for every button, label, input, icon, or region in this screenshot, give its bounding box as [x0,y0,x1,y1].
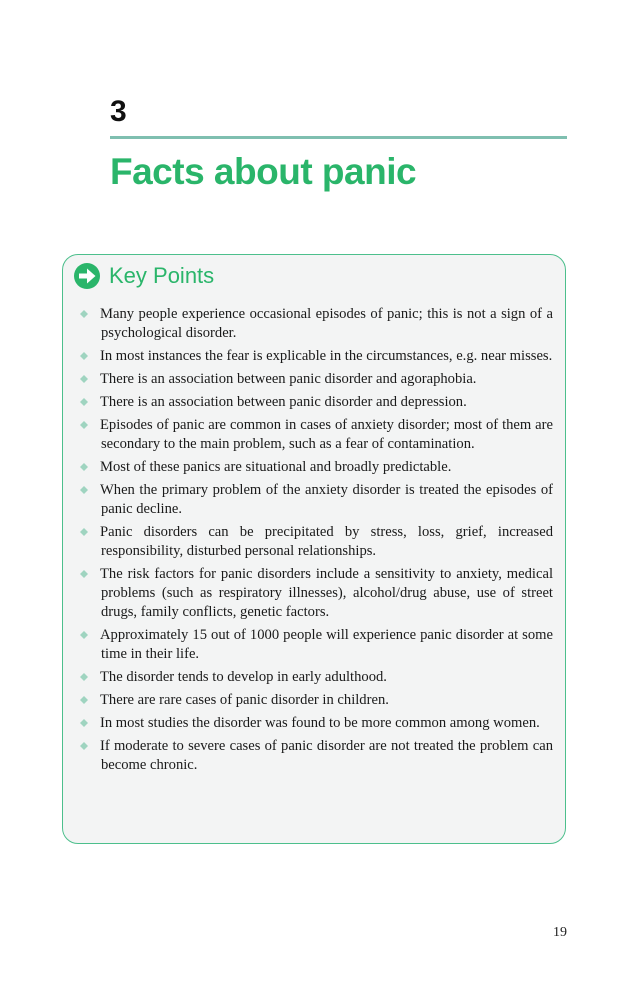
key-point-text: Most of these panics are situational and broadly predictable. [100,459,452,475]
key-point-item [77,393,553,412]
key-point-item [77,565,553,622]
key-point-text: The disorder tends to develop in early adulthood. [100,669,387,685]
diamond-bullet-icon [79,420,89,430]
arrow-right-circle-icon [73,262,101,290]
key-point-text: If moderate to severe cases of panic disorder are not treated the problem can become chronic. [100,738,553,773]
key-points-box [62,254,566,844]
key-point-item [77,737,553,775]
key-point-text: The risk factors for panic disorders include a sensitivity to anxiety, medical problems (such as respiratory illnesses), alcohol/drug abuse, use of street drugs, family conflicts, genetic factors. [100,566,553,620]
diamond-bullet-icon [79,527,89,537]
diamond-bullet-icon [79,630,89,640]
key-points-heading: Key Points [109,263,215,288]
diamond-bullet-icon [79,741,89,751]
key-point-text: Many people experience occasional episodes of panic; this is not a sign of a psychological disorder. [100,306,553,341]
key-point-text: Episodes of panic are common in cases of anxiety disorder; most of them are secondary to the main problem, such as a fear of contamination. [100,417,553,452]
page-number: 19 [553,925,567,940]
diamond-bullet-icon [79,397,89,407]
key-point-text: Panic disorders can be precipitated by stress, loss, grief, increased responsibility, disturbed personal relationships. [100,524,553,559]
diamond-bullet-icon [79,569,89,579]
key-point-text: There is an association between panic disorder and agoraphobia. [100,371,477,387]
key-point-item [77,691,553,710]
diamond-bullet-icon [79,351,89,361]
key-point-item [77,668,553,687]
key-point-text: There are rare cases of panic disorder in children. [100,692,389,708]
key-point-text: In most instances the fear is explicable in the circumstances, e.g. near misses. [100,348,553,364]
diamond-bullet-icon [79,374,89,384]
chapter-rule [110,136,567,139]
diamond-bullet-icon [79,309,89,319]
key-point-item [77,458,553,477]
key-point-item [77,416,553,454]
chapter-number: 3 [110,95,127,128]
key-point-item [77,481,553,519]
key-point-item [77,370,553,389]
key-point-text: In most studies the disorder was found to be more common among women. [100,715,540,731]
key-point-item [77,714,553,733]
key-point-text: When the primary problem of the anxiety disorder is treated the episodes of panic decline. [100,482,553,517]
diamond-bullet-icon [79,695,89,705]
diamond-bullet-icon [79,485,89,495]
key-point-text: There is an association between panic disorder and depression. [100,394,467,410]
diamond-bullet-icon [79,672,89,682]
key-point-text: Approximately 15 out of 1000 people will experience panic disorder at some time in their life. [100,627,553,662]
diamond-bullet-icon [79,718,89,728]
key-points-header [73,259,214,293]
chapter-title: Facts about panic [110,151,417,192]
key-point-item [77,523,553,561]
diamond-bullet-icon [79,462,89,472]
key-points-list [77,305,553,779]
key-point-item [77,347,553,366]
key-point-item [77,305,553,343]
key-point-item [77,626,553,664]
